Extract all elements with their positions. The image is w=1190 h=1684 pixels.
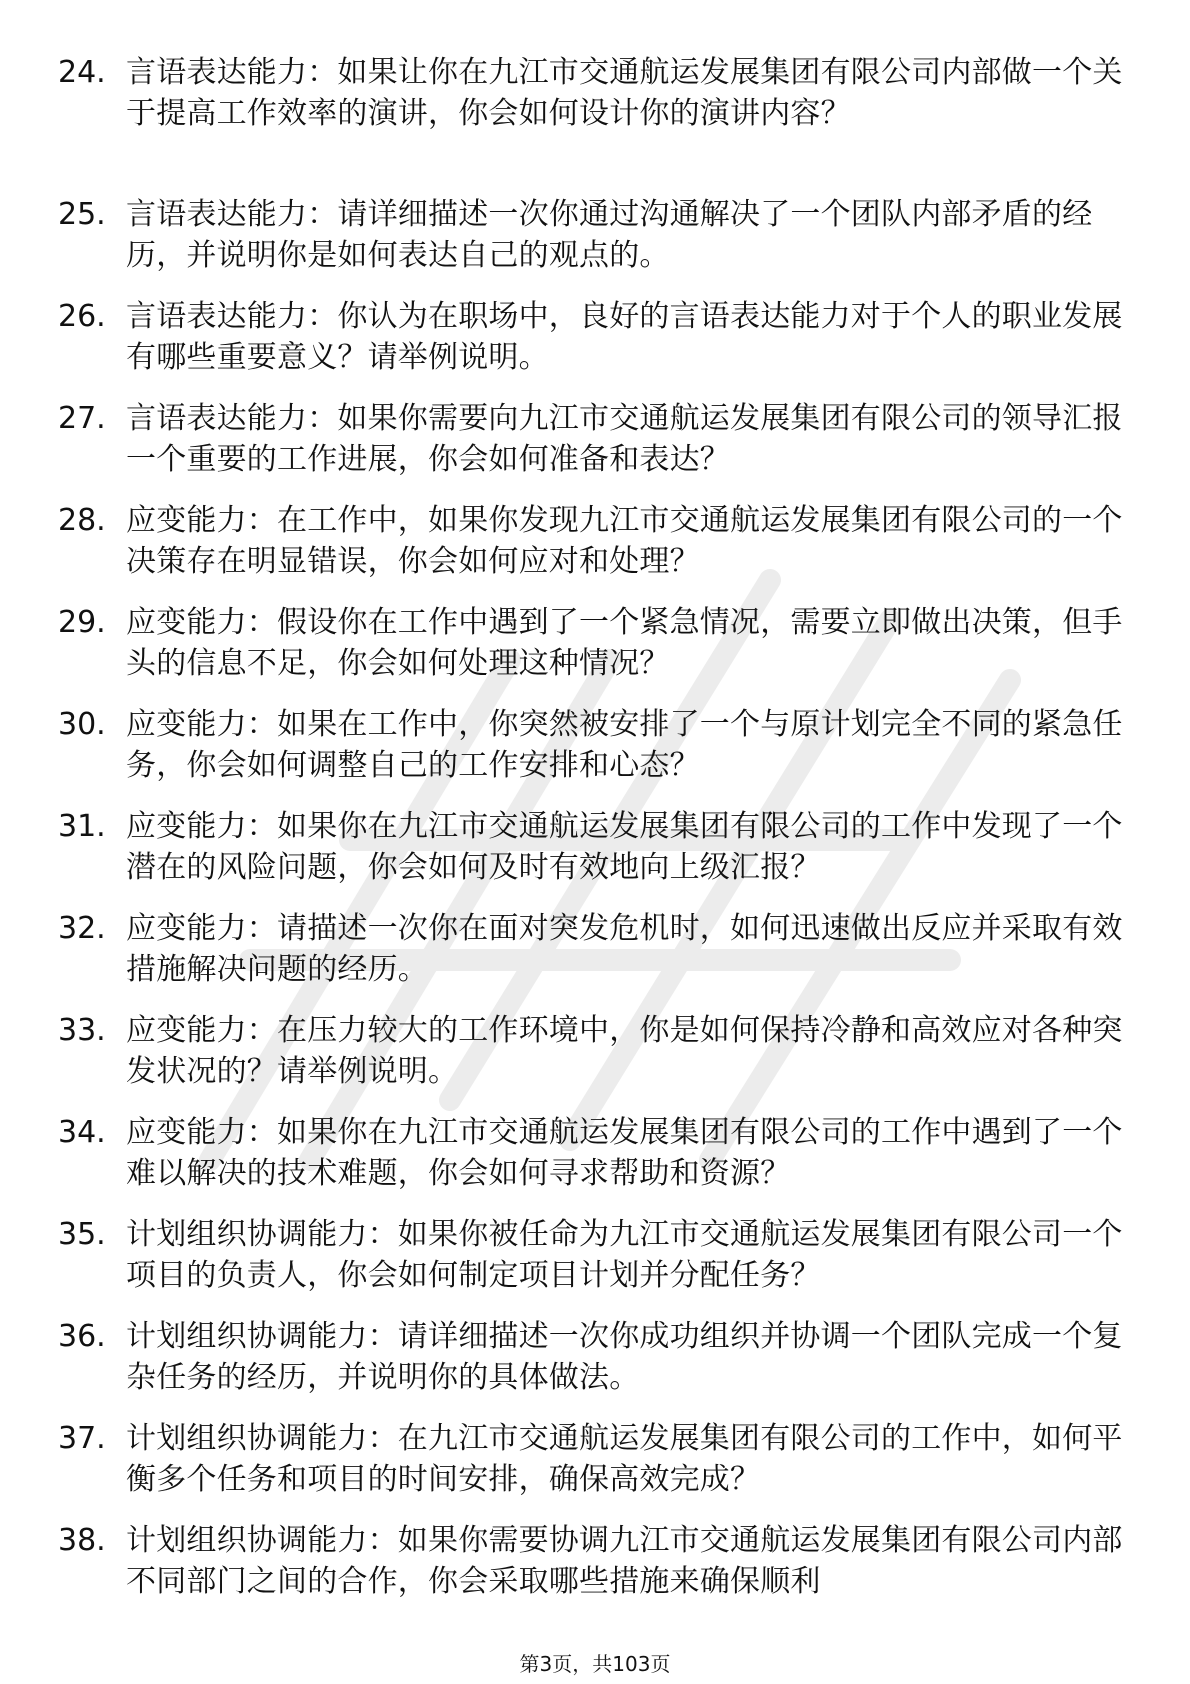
page-footer: 第3页，共103页: [519, 1652, 671, 1676]
question-number: 31.: [58, 809, 106, 844]
list-item: [0, 602, 1190, 704]
question-number: 37.: [58, 1421, 106, 1456]
question-list: [0, 52, 1190, 1622]
question-number: 38.: [58, 1523, 106, 1558]
list-item: [0, 52, 1190, 194]
question-text: 言语表达能力：如果让你在九江市交通航运发展集团有限公司内部做一个关于提高工作效率的演讲，你会如何设计你的演讲内容？: [126, 55, 1123, 131]
list-item: [0, 806, 1190, 908]
question-number: 36.: [58, 1319, 106, 1354]
question-text: 计划组织协调能力：请详细描述一次你成功组织并协调一个团队完成一个复杂任务的经历，并说明你的具体做法。: [126, 1319, 1123, 1395]
question-number: 27.: [58, 401, 106, 436]
question-text: 言语表达能力：请详细描述一次你通过沟通解决了一个团队内部矛盾的经历，并说明你是如何表达自己的观点的。: [126, 197, 1093, 273]
question-number: 29.: [58, 605, 106, 640]
list-item: [0, 1112, 1190, 1214]
question-text: 言语表达能力：你认为在职场中，良好的言语表达能力对于个人的职业发展有哪些重要意义？请举例说明。: [126, 299, 1123, 375]
list-item: [0, 194, 1190, 296]
question-text: 计划组织协调能力：如果你需要协调九江市交通航运发展集团有限公司内部不同部门之间的合作，你会采取哪些措施来确保顺利: [126, 1523, 1123, 1599]
question-number: 30.: [58, 707, 106, 742]
question-number: 28.: [58, 503, 106, 538]
question-text: 应变能力：如果你在九江市交通航运发展集团有限公司的工作中发现了一个潜在的风险问题，你会如何及时有效地向上级汇报？: [126, 809, 1123, 885]
list-item: [0, 1418, 1190, 1520]
list-item: [0, 1010, 1190, 1112]
question-number: 25.: [58, 197, 106, 232]
question-text: 言语表达能力：如果你需要向九江市交通航运发展集团有限公司的领导汇报一个重要的工作进展，你会如何准备和表达？: [126, 401, 1123, 477]
question-text: 应变能力：如果在工作中，你突然被安排了一个与原计划完全不同的紧急任务，你会如何调整自己的工作安排和心态？: [126, 707, 1123, 783]
list-item: [0, 1316, 1190, 1418]
question-text: 应变能力：如果你在九江市交通航运发展集团有限公司的工作中遇到了一个难以解决的技术难题，你会如何寻求帮助和资源？: [126, 1115, 1123, 1191]
question-number: 33.: [58, 1013, 106, 1048]
question-text: 应变能力：在工作中，如果你发现九江市交通航运发展集团有限公司的一个决策存在明显错误，你会如何应对和处理？: [126, 503, 1123, 579]
question-text: 计划组织协调能力：如果你被任命为九江市交通航运发展集团有限公司一个项目的负责人，你会如何制定项目计划并分配任务？: [126, 1217, 1123, 1293]
list-item: [0, 1214, 1190, 1316]
list-item: [0, 500, 1190, 602]
list-item: [0, 1520, 1190, 1622]
question-number: 32.: [58, 911, 106, 946]
list-item: [0, 908, 1190, 1010]
question-text: 应变能力：假设你在工作中遇到了一个紧急情况，需要立即做出决策，但手头的信息不足，你会如何处理这种情况？: [126, 605, 1123, 681]
question-number: 26.: [58, 299, 106, 334]
list-item: [0, 398, 1190, 500]
question-text: 应变能力：在压力较大的工作环境中，你是如何保持冷静和高效应对各种突发状况的？请举例说明。: [126, 1013, 1123, 1089]
question-number: 24.: [58, 55, 106, 90]
question-text: 应变能力：请描述一次你在面对突发危机时，如何迅速做出反应并采取有效措施解决问题的经历。: [126, 911, 1123, 987]
question-text: 计划组织协调能力：在九江市交通航运发展集团有限公司的工作中，如何平衡多个任务和项目的时间安排，确保高效完成？: [126, 1421, 1123, 1497]
question-number: 35.: [58, 1217, 106, 1252]
question-number: 34.: [58, 1115, 106, 1150]
list-item: [0, 704, 1190, 806]
list-item: [0, 296, 1190, 398]
